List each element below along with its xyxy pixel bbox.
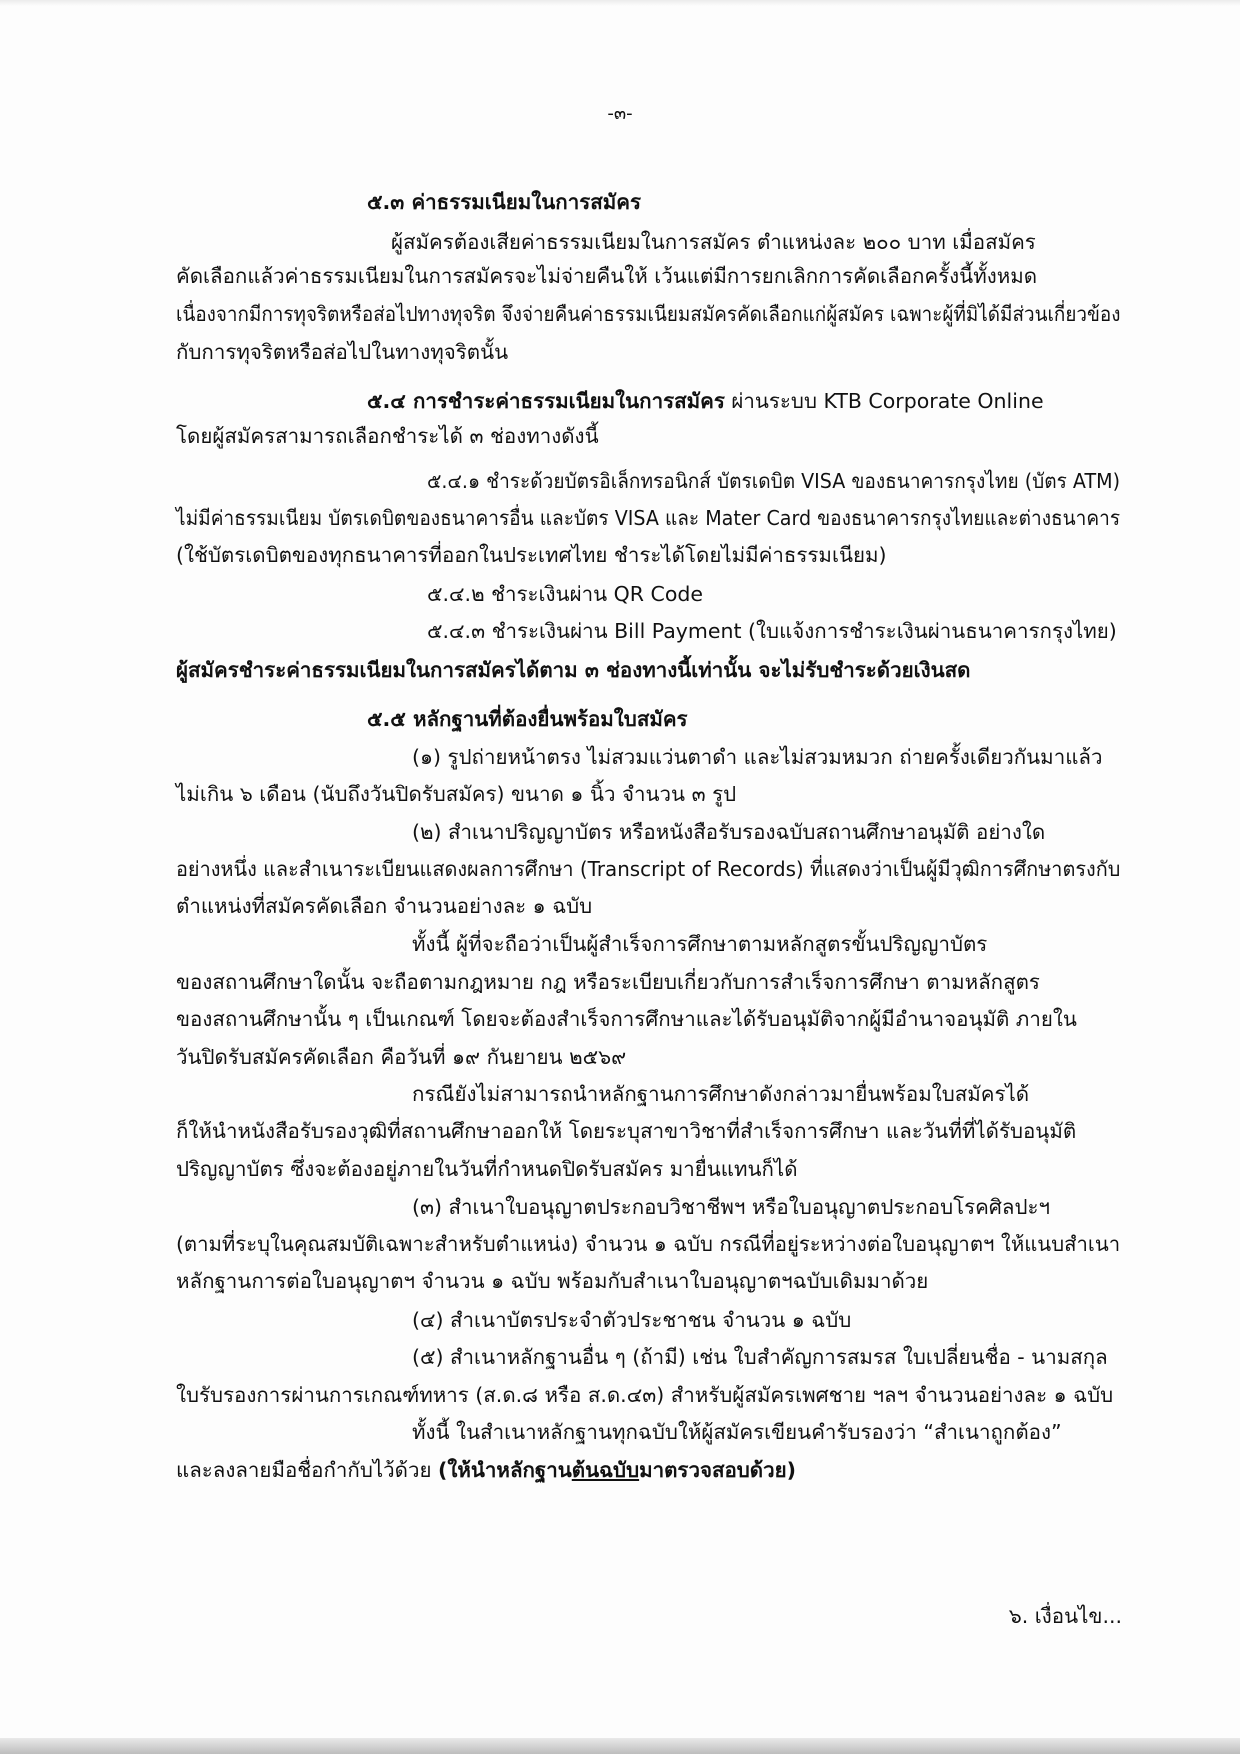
payment-item-1-line: ๕.๔.๑ ชำระด้วยบัตรอิเล็กทรอนิกส์ บัตรเดบิต VISA ของธนาคารกรุงไทย (บัตร ATM)	[427, 469, 1121, 493]
section-5-4-heading-rest: ผ่านระบบ KTB Corporate Online	[724, 389, 1044, 413]
paragraph-line: กับการทุจริตหรือส่อไปในทางทุจริตนั้น	[176, 340, 509, 364]
scan-edge-bottom	[0, 1738, 1240, 1754]
paragraph-line: ของสถานศึกษาใดนั้น จะถือตามกฎหมาย กฎ หรือระเบียบเกี่ยวกับการสำเร็จการศึกษา ตามหลักสูตร	[176, 970, 1040, 994]
doc-item-5-line: (๕) สำเนาหลักฐานอื่น ๆ (ถ้ามี) เช่น ใบสำคัญการสมรส ใบเปลี่ยนชื่อ - นามสกุล	[412, 1345, 1108, 1369]
final-instruction-line	[176, 1456, 796, 1484]
doc-item-3-line: หลักฐานการต่อใบอนุญาตฯ จำนวน ๑ ฉบับ พร้อมกับสำเนาใบอนุญาตฯฉบับเดิมมาด้วย	[176, 1269, 929, 1293]
section-5-4-heading-line	[367, 387, 1044, 415]
paragraph-line: ของสถานศึกษานั้น ๆ เป็นเกณฑ์ โดยจะต้องสำเร็จการศึกษาและได้รับอนุมัติจากผู้มีอำนาจอนุมัติ ภายใน	[176, 1007, 1077, 1031]
doc-item-2-line: (๒) สำเนาปริญญาบัตร หรือหนังสือรับรองฉบับสถานศึกษาอนุมัติ อย่างใด	[412, 820, 1046, 844]
doc-item-5-line: ใบรับรองการผ่านการเกณฑ์ทหาร (ส.ด.๘ หรือ ส.ด.๔๓) สำหรับผู้สมัครเพศชาย ฯลฯ จำนวนอย่างละ ๑ ฉบับ	[176, 1383, 1114, 1407]
paragraph-line: เนื่องจากมีการทุจริตหรือส่อไปทางทุจริต จึงจ่ายคืนค่าธรรมเนียมสมัครคัดเลือกแก่ผู้สมัคร เฉพาะผู้ที่มิได้มีส่วนเกี่ยวข้อง	[176, 302, 1121, 326]
scan-edge-top	[0, 0, 1240, 6]
paragraph-line: ผู้สมัครต้องเสียค่าธรรมเนียมในการสมัคร ตำแหน่งละ ๒๐๐ บาท เมื่อสมัคร	[391, 230, 1036, 254]
doc-item-3-line: (ตามที่ระบุในคุณสมบัติเฉพาะสำหรับตำแหน่ง) จำนวน ๑ ฉบับ กรณีที่อยู่ระหว่างต่อใบอนุญาตฯ ให้แนบสำเนา	[176, 1232, 1121, 1256]
section-5-4-heading: ๕.๔ การชำระค่าธรรมเนียมในการสมัคร	[367, 389, 725, 413]
doc-item-4-line: (๔) สำเนาบัตรประจำตัวประชาชน จำนวน ๑ ฉบับ	[412, 1308, 852, 1332]
page-number: -๓-	[607, 103, 633, 124]
paragraph-line: คัดเลือกแล้วค่าธรรมเนียมในการสมัครจะไม่จ่ายคืนให้ เว้นแต่มีการยกเลิกการคัดเลือกครั้งนี้ทั้งหมด	[176, 264, 1038, 288]
final-instruction-underline: ต้นฉบับ	[571, 1458, 640, 1482]
payment-item-1-line: (ใช้บัตรเดบิตของทุกธนาคารที่ออกในประเทศไทย ชำระได้โดยไม่มีค่าธรรมเนียม)	[176, 543, 887, 567]
paragraph-line: โดยผู้สมัครสามารถเลือกชำระได้ ๓ ช่องทางดังนี้	[176, 424, 599, 448]
final-instruction-bold-a: (ให้นำหลักฐาน	[438, 1458, 572, 1482]
next-page-continuation: ๖. เงื่อนไข...	[1008, 1604, 1122, 1628]
payment-item-2: ๕.๔.๒ ชำระเงินผ่าน QR Code	[427, 582, 703, 606]
doc-item-1-line: ไม่เกิน ๖ เดือน (นับถึงวันปิดรับสมัคร) ขนาด ๑ นิ้ว จำนวน ๓ รูป	[176, 782, 737, 806]
doc-item-2-line: ตำแหน่งที่สมัครคัดเลือก จำนวนอย่างละ ๑ ฉบับ	[176, 894, 593, 918]
doc-item-2-line: อย่างหนึ่ง และสำเนาระเบียนแสดงผลการศึกษา (Transcript of Records) ที่แสดงว่าเป็นผู้มีวุฒิการศึกษาตรงกับ	[176, 857, 1121, 881]
closing-date-line: วันปิดรับสมัครคัดเลือก คือวันที่ ๑๙ กันยายน ๒๕๖๙	[176, 1045, 627, 1069]
section-5-5-heading: ๕.๕ หลักฐานที่ต้องยื่นพร้อมใบสมัคร	[367, 707, 688, 731]
doc-item-3-line: (๓) สำเนาใบอนุญาตประกอบวิชาชีพฯ หรือใบอนุญาตประกอบโรคศิลปะฯ	[412, 1195, 1050, 1219]
final-instruction-text: และลงลายมือชื่อกำกับไว้ด้วย	[176, 1458, 439, 1482]
paragraph-line: ปริญญาบัตร ซึ่งจะต้องอยู่ภายในวันที่กำหนดปิดรับสมัคร มายื่นแทนก็ได้	[176, 1157, 798, 1181]
paragraph-line: ก็ให้นำหนังสือรับรองวุฒิที่สถานศึกษาออกให้ โดยระบุสาขาวิชาที่สำเร็จการศึกษา และวันที่ที่ได้รับอนุมัติ	[176, 1119, 1077, 1143]
doc-item-1-line: (๑) รูปถ่ายหน้าตรง ไม่สวมแว่นตาดำ และไม่สวมหมวก ถ่ายครั้งเดียวกันมาแล้ว	[412, 745, 1103, 769]
paragraph-line: ทั้งนี้ ในสำเนาหลักฐานทุกฉบับให้ผู้สมัครเขียนคำรับรองว่า “สำเนาถูกต้อง”	[412, 1420, 1062, 1444]
payment-item-1-line: ไม่มีค่าธรรมเนียม บัตรเดบิตของธนาคารอื่น และบัตร VISA และ Mater Card ของธนาคารกรุงไทยและต่างธนาคาร	[176, 506, 1121, 530]
final-instruction-bold-b: มาตรวจสอบด้วย)	[639, 1458, 797, 1482]
payment-note: ผู้สมัครชำระค่าธรรมเนียมในการสมัครได้ตาม ๓ ช่องทางนี้เท่านั้น จะไม่รับชำระด้วยเงินสด	[176, 658, 971, 682]
section-5-3-heading: ๕.๓ ค่าธรรมเนียมในการสมัคร	[367, 190, 641, 214]
paragraph-line: กรณียังไม่สามารถนำหลักฐานการศึกษาดังกล่าวมายื่นพร้อมใบสมัครได้	[412, 1082, 1030, 1106]
payment-item-3: ๕.๔.๓ ชำระเงินผ่าน Bill Payment (ใบแจ้งการชำระเงินผ่านธนาคารกรุงไทย)	[427, 619, 1117, 643]
paragraph-line: ทั้งนี้ ผู้ที่จะถือว่าเป็นผู้สำเร็จการศึกษาตามหลักสูตรขั้นปริญญาบัตร	[412, 932, 988, 956]
